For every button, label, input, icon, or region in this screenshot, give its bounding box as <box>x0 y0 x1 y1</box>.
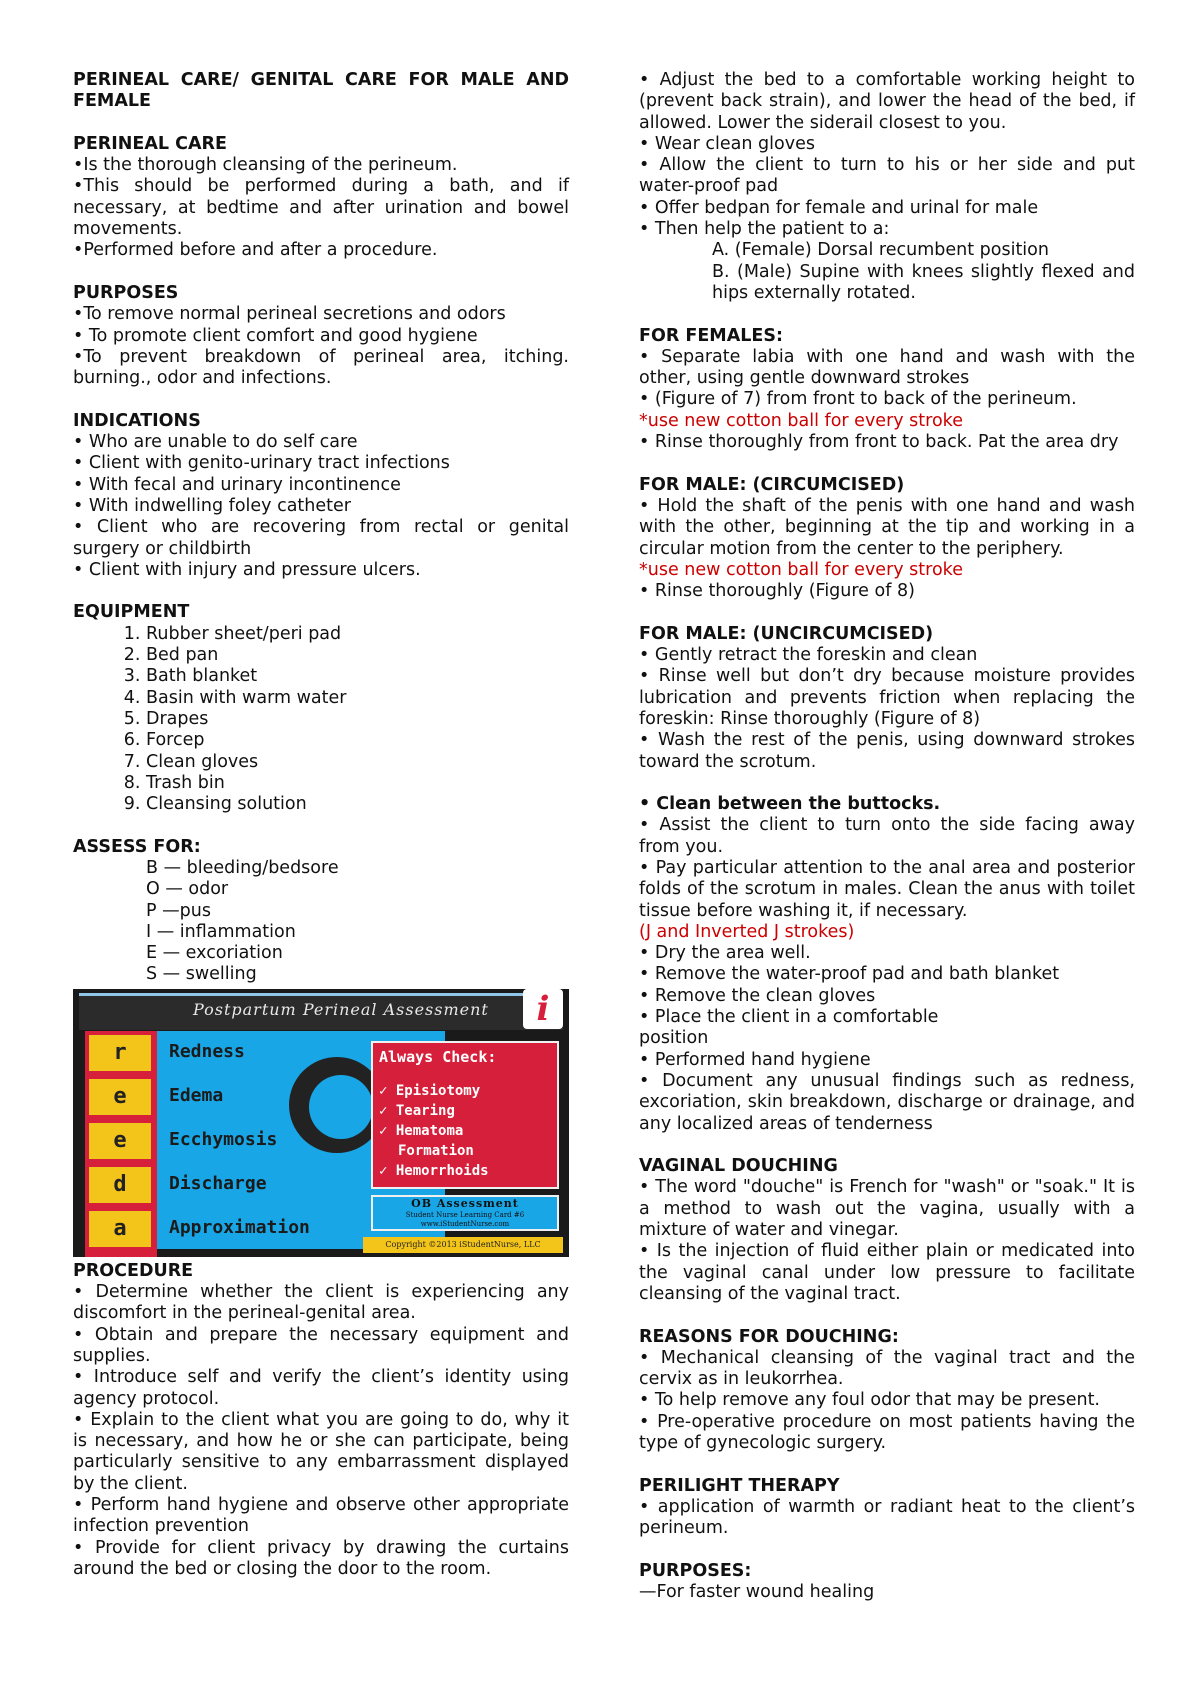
list-item: • Obtain and prepare the necessary equipment and supplies. <box>73 1324 569 1366</box>
list-item: • application of warmth or radiant heat to the client’s perineum. <box>639 1496 1135 1539</box>
perineal-care-heading: PERINEAL CARE <box>73 133 227 154</box>
check-item: ✓ Hemorrhoids <box>379 1162 489 1179</box>
list-item: • Client with injury and pressure ulcers. <box>73 559 421 580</box>
indications-heading: INDICATIONS <box>73 410 201 431</box>
list-item: • Remove the clean gloves <box>639 985 876 1006</box>
list-item: • Client who are recovering from rectal or genital surgery or childbirth <box>73 517 569 559</box>
ob-url: www.iStudentNurse.com <box>420 1219 510 1228</box>
letter-box: e <box>89 1123 151 1159</box>
list-item: —For faster wound healing <box>639 1582 875 1603</box>
douching-heading: VAGINAL DOUCHING <box>639 1156 838 1177</box>
term-label: Redness <box>169 1040 245 1062</box>
list-item: • Determine whether the client is experiencing any discomfort in the perineal-genital area. <box>73 1282 569 1324</box>
list-item: • Document any unusual findings such as redness, excoriation, skin breakdown, discharge or drainage, and any localized areas of tenderness <box>639 1070 1135 1134</box>
list-item: • The word "douche" is French for "wash" or "soak." It is a method to wash out the vagina, usually with a mixture of water and vinegar. <box>639 1177 1135 1241</box>
check-icon: ✓ <box>379 1102 388 1119</box>
postpartum-assessment-card <box>73 989 569 1257</box>
copyright: Copyright ©2013 iStudentNurse, LLC <box>363 1237 563 1253</box>
list-item: • With fecal and urinary incontinence <box>73 474 401 495</box>
list-item: 9. Cleansing solution <box>146 794 569 815</box>
list-item: • Wear clean gloves <box>639 133 815 154</box>
right-column <box>639 70 1135 1603</box>
list-item: •To prevent breakdown of perineal area, itching. burning., odor and infections. <box>73 346 569 389</box>
check-item: ✓ Hematoma <box>379 1122 464 1139</box>
info-icon: i <box>523 989 563 1029</box>
list-item: position <box>639 1028 709 1049</box>
card-title: Postpartum Perineal Assessment <box>193 999 489 1019</box>
list-item: •Is the thorough cleansing of the perineum. <box>73 155 458 176</box>
list-item: • Assist the client to turn onto the side facing away from you. <box>639 815 1135 857</box>
stroke-note: (J and Inverted J strokes) <box>639 921 855 942</box>
list-item: S — swelling <box>146 964 257 985</box>
assess-heading: ASSESS FOR: <box>73 836 201 857</box>
purposes-heading: PURPOSES <box>73 282 179 303</box>
list-item: • Remove the water-proof pad and bath blanket <box>639 964 1060 985</box>
letter-box: a <box>89 1211 151 1247</box>
term-label: Discharge <box>169 1172 267 1194</box>
list-item: 2. Bed pan <box>146 645 569 666</box>
term-label: Edema <box>169 1084 224 1106</box>
check-icon: ✓ <box>379 1162 388 1179</box>
list-item: •To remove normal perineal secretions and odors <box>73 304 506 325</box>
list-item: • Gently retract the foreskin and clean <box>639 645 978 666</box>
equipment-list <box>73 624 569 816</box>
list-item: • Pay particular attention to the anal area and posterior folds of the scrotum in males. Clean the anus with toilet tissue before washing it, if necessary. <box>639 857 1135 921</box>
list-item: • Introduce self and verify the client’s identity using agency protocol. <box>73 1367 569 1409</box>
ob-subtitle: Student Nurse Learning Card #6 <box>405 1210 525 1219</box>
list-item: • Is the injection of fluid either plain or medicated into the vaginal canal under low pressure to facilitate cleansing of the vaginal tract. <box>639 1241 1135 1304</box>
list-item: A. (Female) Dorsal recumbent position <box>712 240 1049 261</box>
list-item: • (Figure of 7) from front to back of the perineum. <box>639 389 1077 410</box>
list-item: E — excoriation <box>146 943 283 964</box>
list-item: B — bleeding/bedsore <box>146 857 339 878</box>
list-item: I — inflammation <box>146 921 296 942</box>
list-item: • Rinse well but don’t dry because moisture provides lubrication and prevents friction when replacing the foreskin: Rinse thoroughly (Figure of 8) <box>639 666 1135 729</box>
list-item: • To promote client comfort and good hygiene <box>73 325 478 346</box>
list-item: • Adjust the bed to a comfortable working height to (prevent back strain), and lower the head of the bed, if allowed. Lower the siderail closest to you. <box>639 70 1135 133</box>
list-item: • Who are unable to do self care <box>73 432 358 453</box>
list-item: 6. Forcep <box>146 730 569 751</box>
list-item: • Client with genito-urinary tract infections <box>73 453 450 474</box>
left-column <box>73 70 569 1580</box>
letter-box: d <box>89 1167 151 1203</box>
list-item: • Dry the area well. <box>639 943 811 964</box>
list-item: 8. Trash bin <box>146 773 569 794</box>
check-icon: ✓ <box>379 1082 388 1099</box>
list-item: B. (Male) Supine with knees slightly flexed and hips externally rotated. <box>712 261 1135 303</box>
term-label: Approximation <box>169 1216 310 1238</box>
perilight-heading: PERILIGHT THERAPY <box>639 1475 840 1496</box>
term-label: Ecchymosis <box>169 1128 278 1150</box>
list-item: • Rinse thoroughly from front to back. Pat the area dry <box>639 432 1119 453</box>
list-item: • Rinse thoroughly (Figure of 8) <box>639 581 915 602</box>
check-item: ✓ Episiotomy <box>379 1082 481 1099</box>
list-item: • Allow the client to turn to his or her side and put water-proof pad <box>639 155 1135 197</box>
cotton-ball-note: *use new cotton ball for every stroke <box>639 410 963 431</box>
list-item: • Perform hand hygiene and observe other appropriate infection prevention <box>73 1495 569 1537</box>
list-item: • Performed hand hygiene <box>639 1049 871 1070</box>
purposes2-heading: PURPOSES: <box>639 1560 752 1581</box>
list-item: • Separate labia with one hand and wash with the other, using gentle downward strokes <box>639 346 1135 389</box>
list-item: • Hold the shaft of the penis with one hand and wash with the other, beginning at the tip and working in a circular motion from the center to the periphery. <box>639 495 1135 559</box>
ob-assessment-box <box>371 1195 559 1231</box>
letter-box: r <box>89 1035 151 1071</box>
list-item: 3. Bath blanket <box>146 666 569 687</box>
list-item: 1. Rubber sheet/peri pad <box>146 624 569 645</box>
list-item: • Offer bedpan for female and urinal for male <box>639 197 1039 218</box>
list-item: • Pre-operative procedure on most patients having the type of gynecologic surgery. <box>639 1411 1135 1453</box>
ob-title: OB Assessment <box>411 1196 519 1210</box>
list-item: 5. Drapes <box>146 709 569 730</box>
list-item: •This should be performed during a bath, and if necessary, at bedtime and after urination and bowel movements. <box>73 176 569 240</box>
list-item: • Place the client in a comfortable <box>639 1007 939 1028</box>
procedure-heading: PROCEDURE <box>73 1260 194 1281</box>
list-item: 7. Clean gloves <box>146 752 569 773</box>
circle-inner-shape <box>309 1075 373 1139</box>
list-item: • Mechanical cleansing of the vaginal tract and the cervix as in leukorrhea. <box>639 1347 1135 1390</box>
list-item: • Wash the rest of the penis, using downward strokes toward the scrotum. <box>639 730 1135 772</box>
list-item: • With indwelling foley catheter <box>73 495 351 516</box>
list-item: • Explain to the client what you are going to do, why it is necessary, and how he or she can participate, being particularly sensitive to any embarrassment displayed by the client. <box>73 1409 569 1494</box>
list-item: 4. Basin with warm water <box>146 688 569 709</box>
reasons-heading: REASONS FOR DOUCHING: <box>639 1326 899 1347</box>
check-item: Formation <box>398 1142 474 1159</box>
equipment-heading: EQUIPMENT <box>73 602 190 623</box>
check-item: ✓ Tearing <box>379 1102 455 1119</box>
list-item: P —pus <box>146 900 211 921</box>
list-item: •Performed before and after a procedure. <box>73 240 438 261</box>
male-uncircumcised-heading: FOR MALE: (UNCIRCUMCISED) <box>639 623 934 644</box>
cotton-ball-note: *use new cotton ball for every stroke <box>639 559 963 580</box>
buttocks-heading: • Clean between the buttocks. <box>639 794 941 815</box>
list-item: O — odor <box>146 879 229 900</box>
list-item: • Provide for client privacy by drawing the curtains around the bed or closing the door to the room. <box>73 1537 569 1579</box>
male-circumcised-heading: FOR MALE: (CIRCUMCISED) <box>639 474 905 495</box>
letter-box: e <box>89 1079 151 1115</box>
list-item: • To help remove any foul odor that may be present. <box>639 1390 1100 1411</box>
list-item: • Then help the patient to a: <box>639 219 890 240</box>
females-heading: FOR FEMALES: <box>639 325 783 346</box>
check-icon: ✓ <box>379 1122 388 1139</box>
always-check-title: Always Check: <box>379 1047 497 1066</box>
document-title: PERINEAL CARE/ GENITAL CARE FOR MALE AND FEMALE <box>73 70 569 112</box>
